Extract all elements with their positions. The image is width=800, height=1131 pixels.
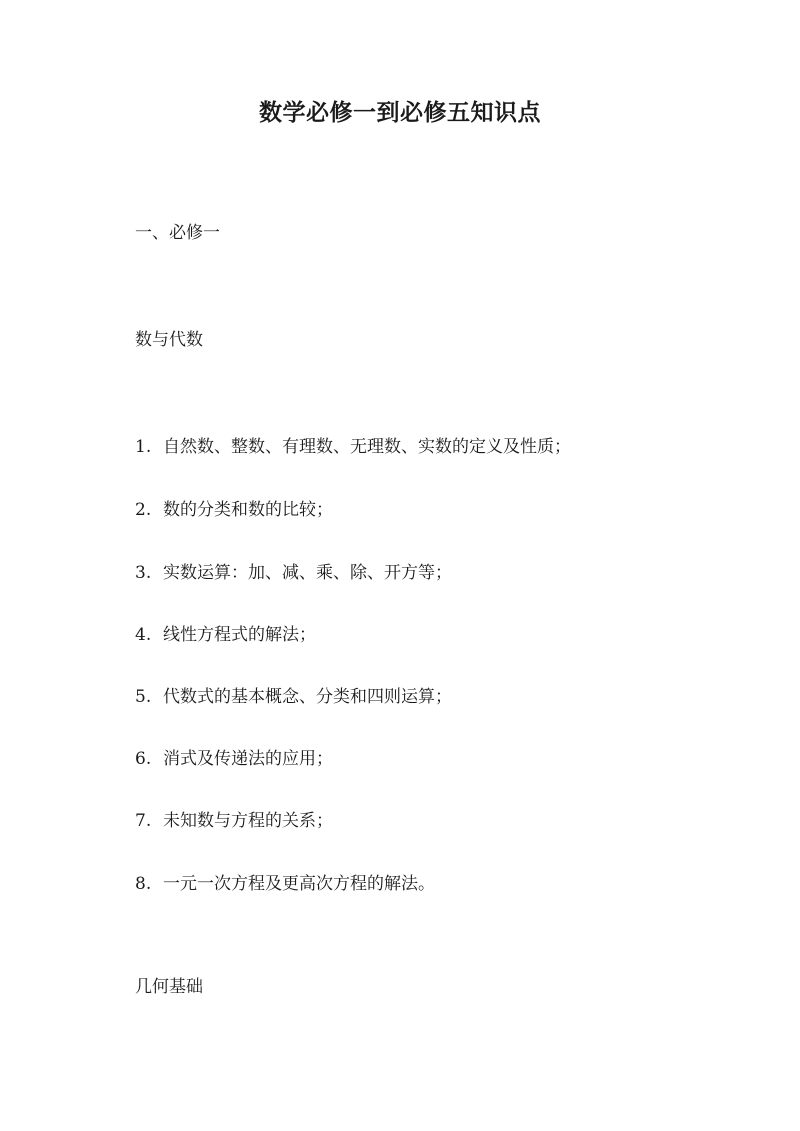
subsection-heading: 数与代数 <box>135 330 203 350</box>
list-item <box>135 682 452 707</box>
list-item <box>135 744 333 769</box>
document-title: 数学必修一到必修五知识点 <box>259 99 541 126</box>
subsection-heading: 几何基础 <box>135 977 203 997</box>
list-item-text: 未知数与方程的关系； <box>163 811 333 831</box>
list-item-number: 5. <box>135 687 152 707</box>
list-item-number: 1. <box>135 437 152 457</box>
list-item-text: 一元一次方程及更高次方程的解法。 <box>163 874 435 894</box>
list-item-number: 6. <box>135 749 152 769</box>
list-item-number: 3. <box>135 563 152 583</box>
list-item <box>135 495 333 520</box>
list-item <box>135 558 452 583</box>
list-item-number: 7. <box>135 811 152 831</box>
list-item <box>135 806 333 831</box>
section-heading: 一、必修一 <box>135 223 220 243</box>
list-item <box>135 869 435 894</box>
list-item-text: 代数式的基本概念、分类和四则运算； <box>163 687 452 707</box>
list-item-text: 线性方程式的解法； <box>163 625 316 645</box>
list-item <box>135 432 571 457</box>
list-item-number: 4. <box>135 625 152 645</box>
list-item-text: 数的分类和数的比较； <box>163 500 333 520</box>
list-item-text: 自然数、整数、有理数、无理数、实数的定义及性质； <box>163 437 571 457</box>
list-item-text: 实数运算：加、减、乘、除、开方等； <box>163 563 452 583</box>
list-item-text: 消式及传递法的应用； <box>163 749 333 769</box>
list-item-number: 2. <box>135 500 152 520</box>
list-item-number: 8. <box>135 874 152 894</box>
list-item <box>135 620 316 645</box>
